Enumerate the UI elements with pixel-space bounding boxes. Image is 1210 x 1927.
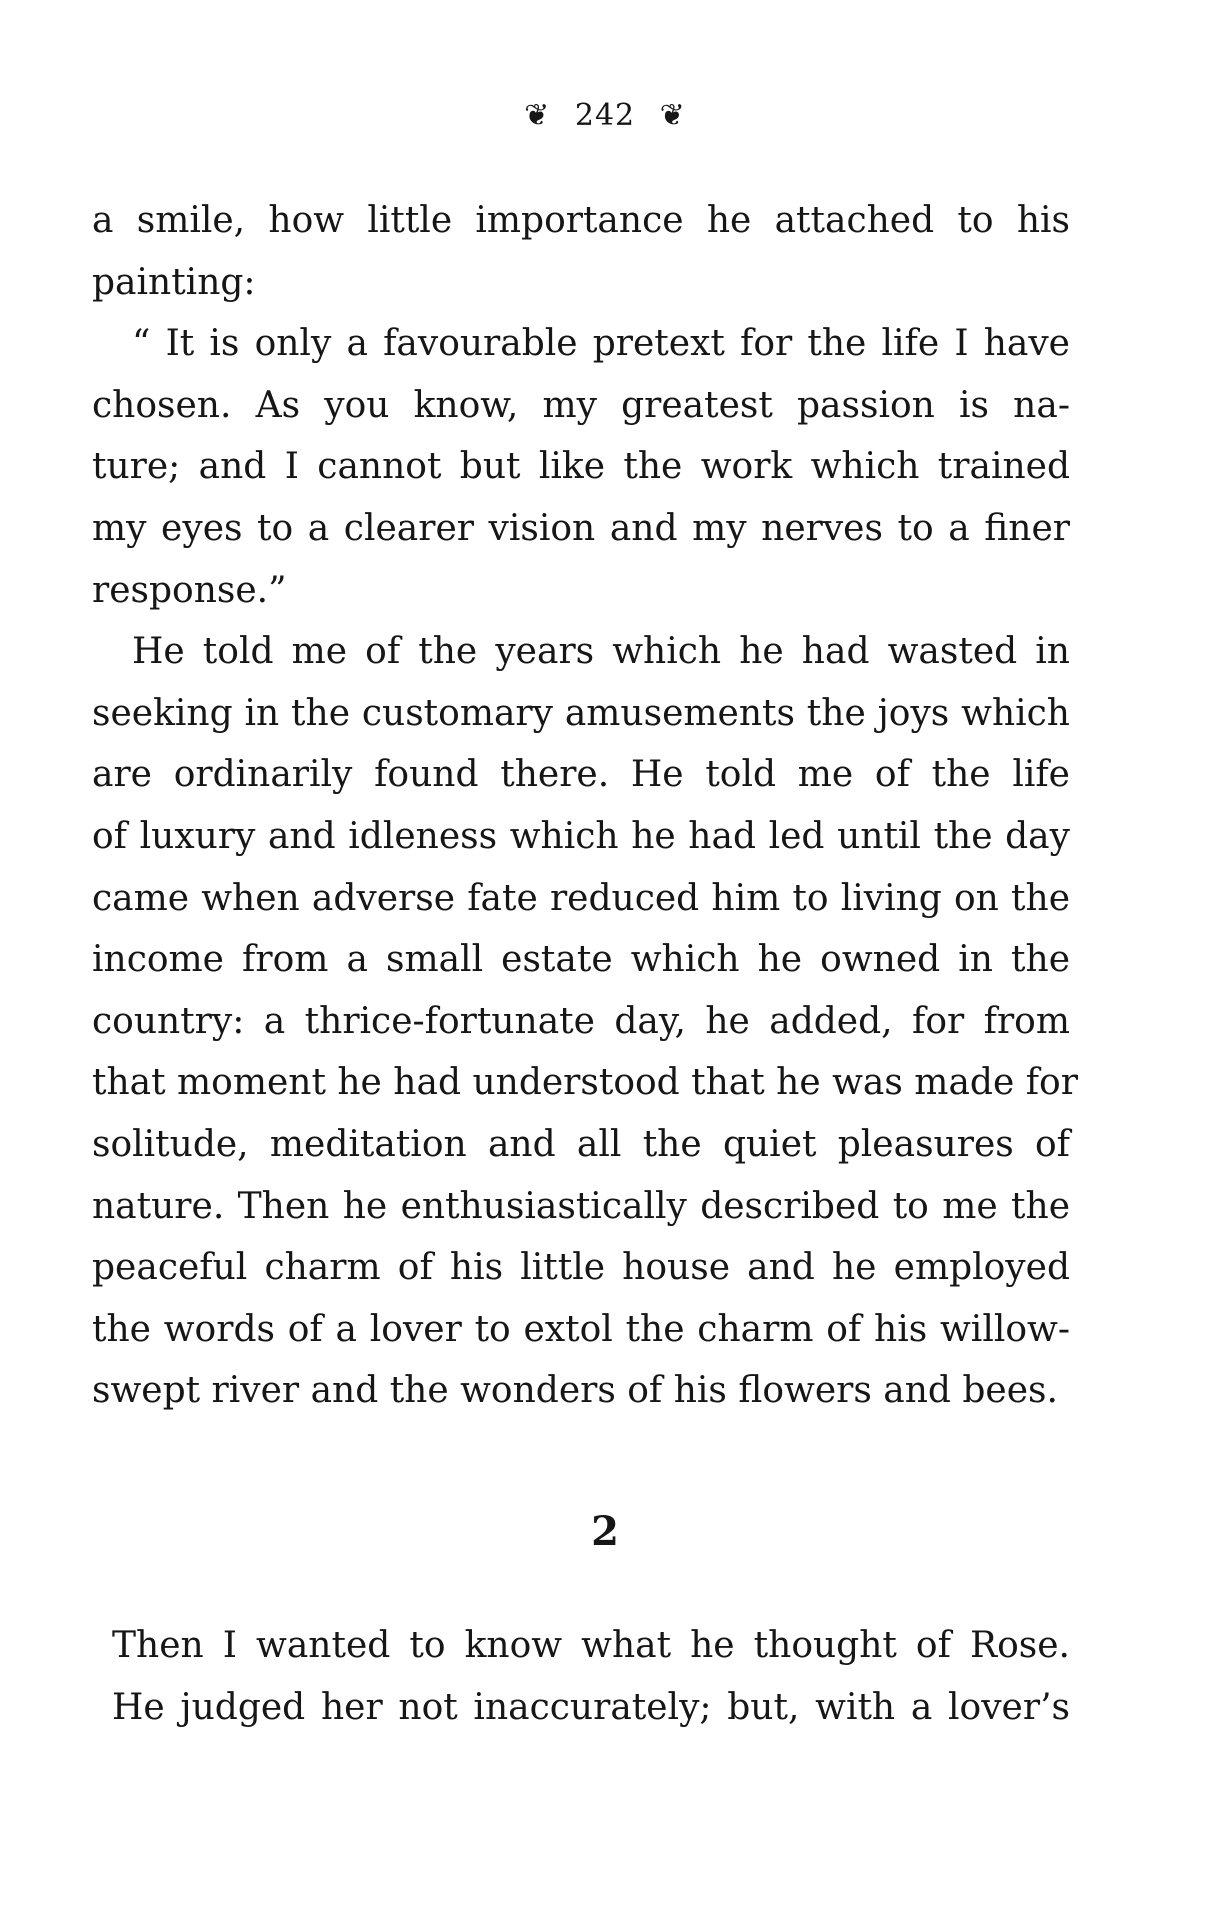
text-line: seeking in the customary amusements the joys which (92, 692, 1070, 734)
body-text-block-2 (112, 1615, 1070, 1738)
body-text-block-1 (92, 190, 1078, 1422)
text-line: my eyes to a clearer vision and my nerves to a finer (92, 507, 1070, 549)
fleuron-left-icon: ❦ (524, 98, 551, 133)
fleuron-right-icon: ❦ (659, 98, 686, 133)
text-line: came when adverse fate reduced him to living on the (92, 877, 1070, 919)
text-line: peaceful charm of his little house and he employed (92, 1247, 1070, 1289)
text-line: He judged her not inaccurately; but, with a lover’s (112, 1686, 1070, 1728)
text-line: that moment he had understood that he was made for (92, 1062, 1078, 1104)
text-line: ture; and I cannot but like the work which trained (92, 446, 1070, 488)
text-line: are ordinarily found there. He told me of the life (92, 754, 1070, 796)
text-line: response.” (92, 569, 287, 611)
text-line: chosen. As you know, my greatest passion is na- (92, 384, 1070, 426)
page-number: 242 (574, 98, 636, 133)
text-line: country: a thrice-fortunate day, he added, for from (92, 1000, 1070, 1042)
text-line: a smile, how little importance he attached to his (92, 200, 1070, 241)
section-divider: 2 (591, 1508, 619, 1555)
text-line: He told me of the years which he had wasted in (132, 631, 1070, 673)
page-header (0, 98, 1210, 133)
text-line: the words of a lover to extol the charm of his willow- (92, 1308, 1070, 1350)
text-line: income from a small estate which he owned in the (92, 939, 1070, 981)
text-line: “ It is only a favourable pretext for the life I have (132, 323, 1070, 365)
text-line: Then I wanted to know what he thought of Rose. (112, 1625, 1070, 1666)
text-line: swept river and the wonders of his flowers and bees. (92, 1370, 1058, 1412)
text-line: nature. Then he enthusiastically described to me the (92, 1185, 1070, 1227)
text-line: of luxury and idleness which he had led until the day (92, 815, 1070, 857)
text-line: solitude, meditation and all the quiet pleasures of (92, 1123, 1070, 1165)
text-line: painting: (92, 261, 256, 303)
